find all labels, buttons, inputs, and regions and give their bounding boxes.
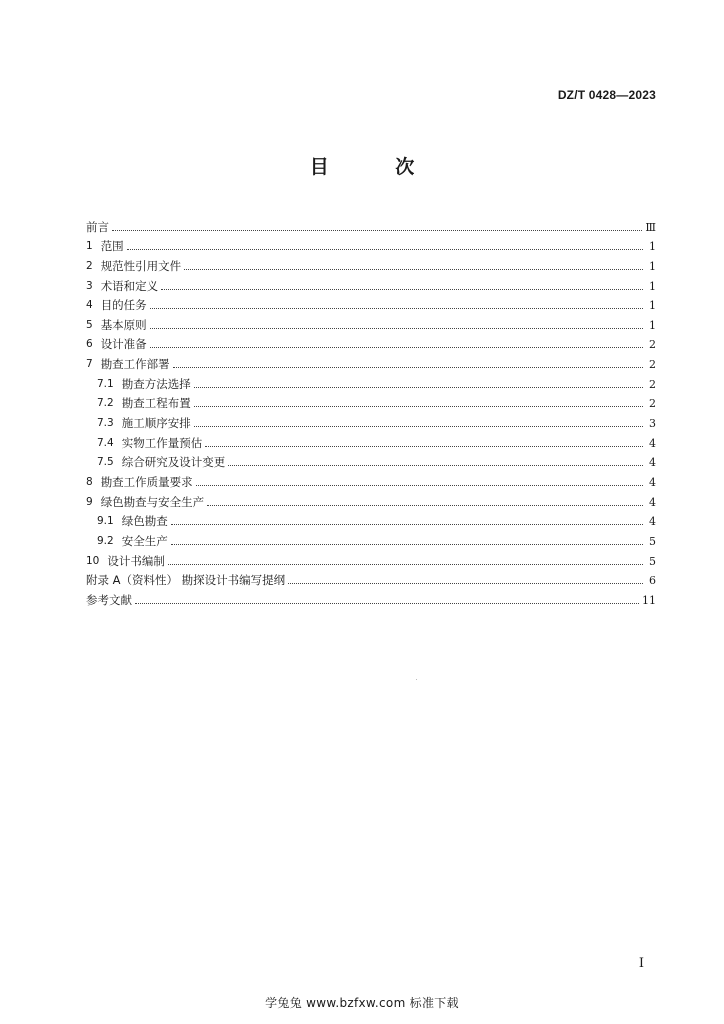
toc-entry-label: 勘查工程布置: [121, 396, 191, 411]
toc-entry-page: 2: [649, 338, 656, 352]
toc-entry-page: 4: [649, 515, 656, 529]
toc-entry[interactable]: [86, 588, 656, 608]
toc-entry-page: 2: [649, 377, 656, 391]
toc-entry-page: 1: [649, 279, 656, 293]
toc-entry-page: 2: [649, 397, 656, 411]
toc-entry-page: Ⅲ: [645, 220, 656, 234]
standard-code: DZ/T 0428—2023: [557, 88, 656, 102]
toc-dot-leader: [168, 564, 643, 565]
toc-entry-label: 基本原则: [100, 317, 147, 332]
toc-dot-leader: [171, 524, 643, 525]
toc-entry[interactable]: [86, 510, 656, 530]
toc-dot-leader: [228, 465, 643, 466]
toc-entry-page: 4: [649, 475, 656, 489]
toc-entry-number: 10: [86, 554, 100, 567]
toc-dot-leader: [150, 347, 643, 348]
toc-entry-page: 1: [649, 240, 656, 254]
toc-entry-label: 规范性引用文件: [100, 258, 182, 273]
table-of-contents: [86, 215, 656, 608]
toc-dot-leader: [127, 249, 643, 250]
toc-dot-leader: [207, 505, 643, 506]
toc-entry-page: 4: [649, 456, 656, 470]
toc-entry-page: 4: [649, 436, 656, 450]
toc-dot-leader: [112, 230, 642, 231]
toc-entry-number: 1: [86, 240, 93, 253]
toc-entry-number: 7.4: [97, 436, 114, 449]
toc-entry[interactable]: [86, 313, 656, 333]
toc-entry[interactable]: [86, 372, 656, 392]
toc-entry-number: 4: [86, 299, 93, 312]
toc-entry-label: 绿色勘查与安全生产: [100, 494, 205, 509]
toc-entry[interactable]: [86, 451, 656, 471]
toc-entry[interactable]: [86, 294, 656, 314]
toc-entry-label: 勘查方法选择: [121, 376, 191, 391]
toc-entry-number: 7.2: [97, 397, 114, 410]
toc-entry[interactable]: [86, 215, 656, 235]
toc-dot-leader: [161, 289, 643, 290]
toc-entry[interactable]: [86, 470, 656, 490]
toc-entry-label: 勘查工作质量要求: [100, 474, 193, 489]
toc-entry-label: 施工顺序安排: [121, 416, 191, 431]
toc-dot-leader: [173, 367, 643, 368]
toc-entry-label: 实物工作量预估: [121, 435, 203, 450]
toc-entry[interactable]: [86, 352, 656, 372]
toc-dot-leader: [171, 544, 643, 545]
toc-entry-label: 安全生产: [121, 533, 168, 548]
toc-entry[interactable]: [86, 274, 656, 294]
toc-entry-label: 绿色勘查: [121, 514, 168, 529]
toc-entry-label: 范围: [100, 239, 124, 254]
toc-entry-label: 设计书编制: [107, 553, 165, 568]
toc-entry-page: 1: [649, 318, 656, 332]
toc-entry-label: 附录 A（资料性） 勘探设计书编写提纲: [86, 573, 286, 588]
toc-entry-page: 5: [649, 554, 656, 568]
toc-entry-number: 9.2: [97, 534, 114, 547]
toc-dot-leader: [150, 328, 643, 329]
toc-entry[interactable]: [86, 549, 656, 569]
toc-dot-leader: [288, 583, 643, 584]
toc-entry-number: 7: [86, 358, 93, 371]
toc-entry[interactable]: [86, 431, 656, 451]
toc-dot-leader: [194, 426, 643, 427]
toc-entry-label: 勘查工作部署: [100, 357, 170, 372]
toc-dot-leader: [194, 387, 643, 388]
toc-entry[interactable]: [86, 235, 656, 255]
toc-entry-label: 术语和定义: [100, 278, 159, 293]
toc-entry[interactable]: [86, 529, 656, 549]
toc-entry-page: 11: [642, 593, 656, 607]
toc-dot-leader: [135, 603, 639, 604]
toc-entry[interactable]: [86, 392, 656, 412]
toc-title: 目 次: [309, 156, 445, 178]
toc-dot-leader: [184, 269, 643, 270]
toc-entry-label: 设计准备: [100, 337, 147, 352]
toc-dot-leader: [194, 406, 643, 407]
toc-entry[interactable]: [86, 490, 656, 510]
toc-entry-label: 目的任务: [100, 298, 147, 313]
scan-speck: [416, 679, 417, 680]
toc-entry-number: 6: [86, 338, 93, 351]
toc-entry-number: 9.1: [97, 515, 114, 528]
toc-entry-number: 7.3: [97, 417, 114, 430]
toc-entry-label: 参考文献: [86, 592, 132, 607]
toc-entry-page: 1: [649, 259, 656, 273]
toc-entry-label: 前言: [86, 219, 109, 234]
toc-entry-page: 2: [649, 358, 656, 372]
toc-entry-number: 9: [86, 495, 93, 508]
footer-watermark: 学兔兔 www.bzfxw.com 标准下载: [265, 996, 459, 1010]
toc-entry-label: 综合研究及设计变更: [121, 455, 226, 470]
toc-entry-number: 7.1: [97, 377, 114, 390]
toc-entry[interactable]: [86, 411, 656, 431]
toc-entry-number: 5: [86, 318, 93, 331]
toc-entry-page: 4: [649, 495, 656, 509]
toc-entry-number: 8: [86, 475, 93, 488]
toc-entry[interactable]: [86, 254, 656, 274]
toc-dot-leader: [150, 308, 643, 309]
toc-entry-number: 3: [86, 279, 93, 292]
toc-entry-page: 6: [649, 574, 656, 588]
toc-entry[interactable]: [86, 333, 656, 353]
toc-dot-leader: [205, 446, 643, 447]
toc-entry-page: 3: [649, 417, 656, 431]
toc-entry-number: 2: [86, 259, 93, 272]
toc-entry-number: 7.5: [97, 456, 114, 469]
page-number: I: [638, 956, 644, 971]
toc-entry[interactable]: [86, 569, 656, 589]
toc-dot-leader: [196, 485, 643, 486]
toc-entry-page: 1: [649, 299, 656, 313]
toc-entry-page: 5: [649, 534, 656, 548]
